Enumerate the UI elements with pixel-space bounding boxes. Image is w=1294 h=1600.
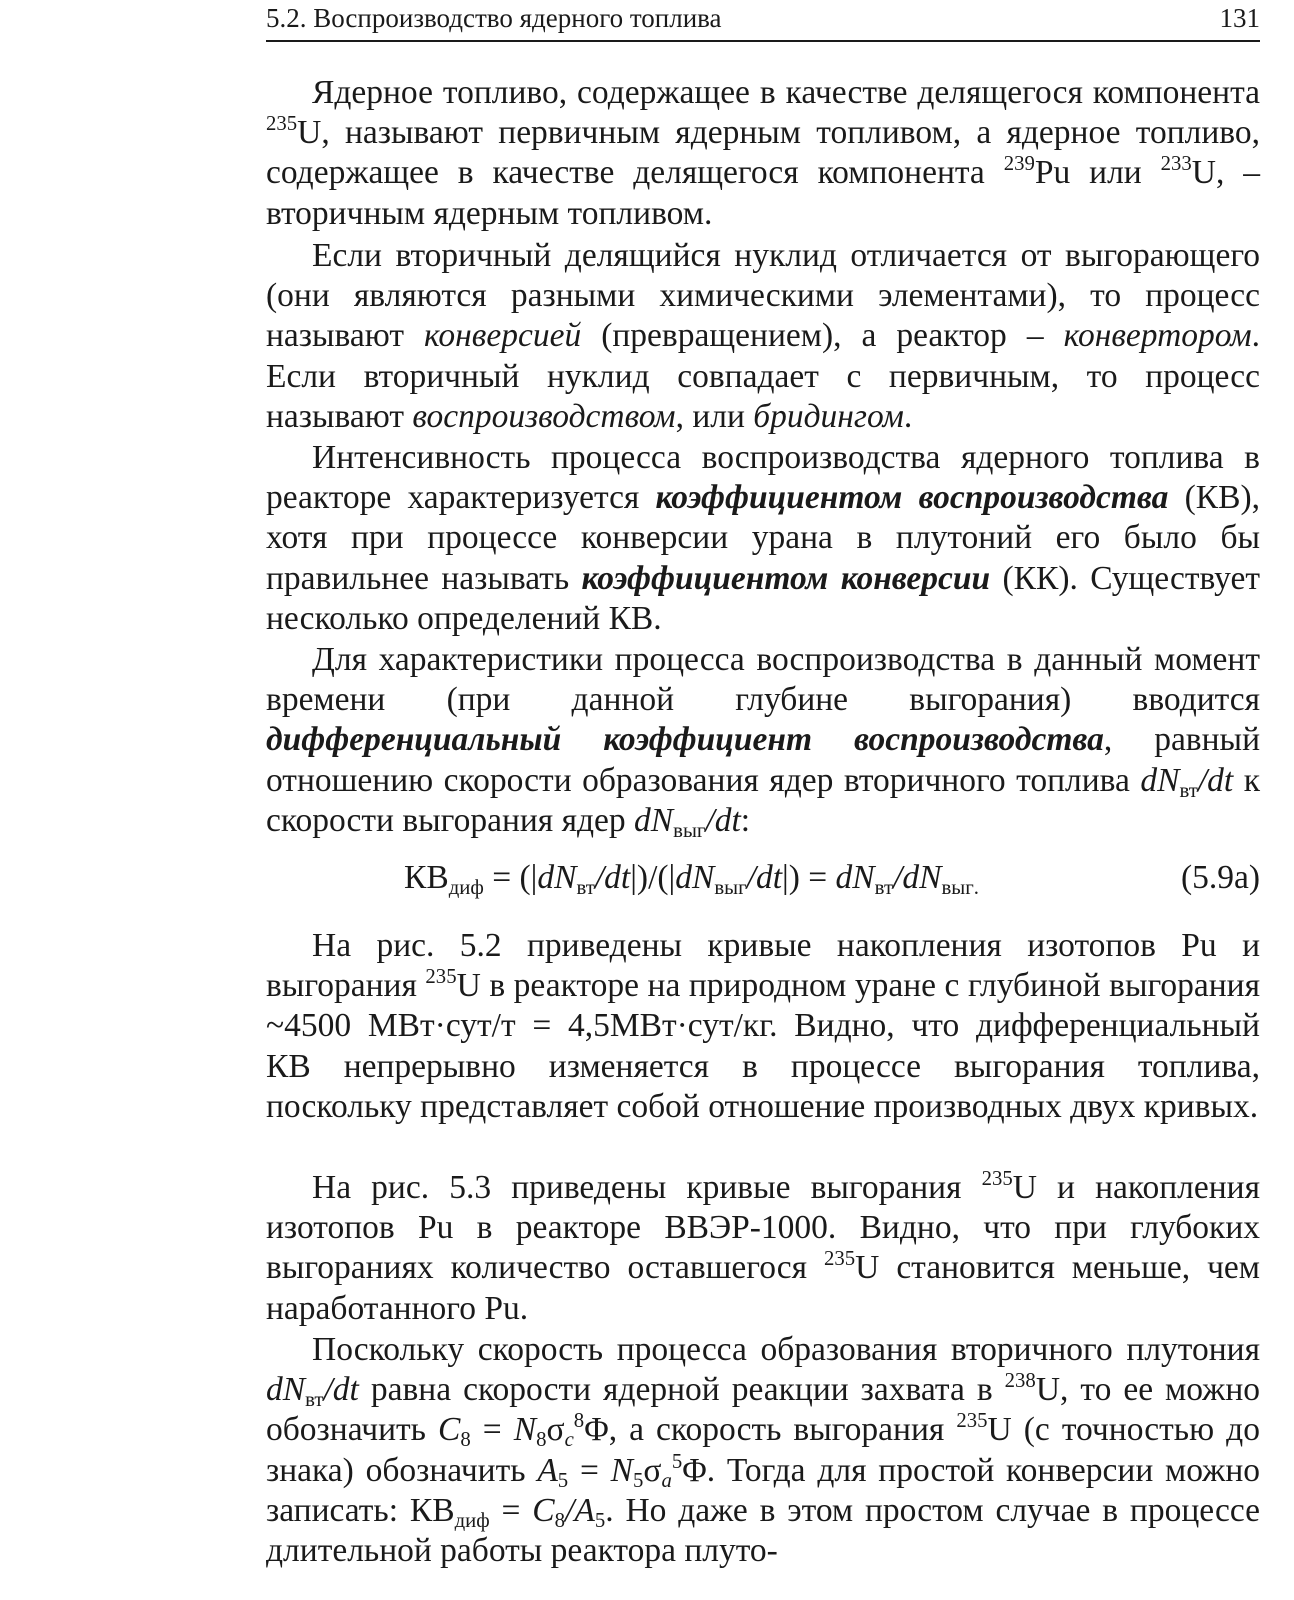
math-subscript: вт (874, 875, 894, 899)
math: C (438, 1411, 461, 1449)
math: = (568, 1451, 611, 1489)
math: |)/(| (630, 859, 676, 896)
isotope-mass: 235 (981, 1167, 1013, 1191)
text: U и накопления изотопов Pu в реакторе ВВЭР-1000. Видно, что при глубоких выгораниях количество оставшегося (266, 1169, 1260, 1287)
text: . (903, 397, 913, 435)
math: C (532, 1491, 555, 1529)
text: U, – вторичным ядерным топливом. (266, 154, 1260, 232)
math: |) = (782, 859, 836, 896)
text: к скорости выгорания ядер (266, 761, 1260, 839)
page-number: 131 (1219, 3, 1260, 33)
math: N (610, 1451, 633, 1489)
math: Φ (584, 1411, 609, 1449)
math-subscript: вт (305, 1388, 324, 1412)
equation-number: (5.9a) (1180, 859, 1260, 896)
text: Для характеристики процесса воспроизводства в данный момент времени (при данной глубине выгорания) вводится (266, 641, 1260, 719)
math: . (973, 875, 979, 899)
isotope-mass: 235 (824, 1247, 856, 1271)
math: dN (634, 801, 674, 839)
math: dN (537, 859, 577, 896)
text: . Если вторичный нуклид совпадает с первичным, то процесс называют (266, 317, 1260, 435)
paragraph-conversion-breeding (266, 236, 1260, 437)
text: На рис. 5.3 приведены кривые выгорания (312, 1169, 982, 1206)
math: / (565, 1491, 575, 1529)
math: dN (266, 1371, 306, 1409)
paragraph-primary-secondary-fuel (266, 73, 1260, 234)
math: dN (675, 859, 715, 896)
math: A (537, 1451, 558, 1489)
text: U в реакторе на природном уране с глубиной выгорания ~4500 МВт·сут/т = 4,5МВт·сут/кг. Видно, что дифференциальный КВ непрерывно изменяется в процессе выгорания топлива, поскольку представляет собой отношение производных двух кривых. (266, 967, 1260, 1125)
math: = (470, 1411, 514, 1449)
math: a (661, 1468, 672, 1492)
math: /dt (1197, 761, 1234, 799)
math: /dt (594, 859, 631, 896)
math-subscript: вт (1179, 778, 1198, 802)
math-subscript: выг (941, 875, 974, 899)
math-subscript: 8 (536, 1428, 547, 1452)
math-subscript (565, 1428, 574, 1451)
math: A (574, 1491, 595, 1529)
math-subscript: выг (673, 818, 706, 842)
isotope-mass: 233 (1160, 152, 1192, 176)
math: N (513, 1411, 537, 1449)
term-emphasis: коэффициентом воспроизводства (655, 479, 1169, 517)
term-emphasis: дифференциальный коэффициент воспроизводства (266, 721, 1104, 759)
text: равна скорости ядерной реакции захвата в (358, 1371, 1005, 1409)
math: c (564, 1428, 574, 1452)
math-subscript: 5 (557, 1468, 569, 1492)
math: /dt (746, 859, 783, 896)
running-header (266, 0, 1260, 42)
text: (КВ), хотя при процессе конверсии урана в плутоний его было бы правильнее называть (266, 479, 1260, 597)
text: . Но даже в этом простом случае в процессе длительной работы реактора плуто- (266, 1491, 1260, 1570)
text: Ядерное топливо, содержащее в качестве делящегося компонента (312, 74, 1260, 111)
paragraph-figure-5-2 (266, 926, 1260, 1127)
math-subscript: диф (454, 1508, 490, 1532)
section-title: 5.2. Воспроизводство ядерного топлива (266, 3, 722, 33)
paragraph-figure-5-3 (266, 1168, 1260, 1329)
text: Интенсивность процесса воспроизводства ядерного топлива в реакторе характеризуется (266, 439, 1260, 517)
text: Pu или (1034, 154, 1161, 192)
math-subscript: 5 (632, 1468, 644, 1492)
math-subscript: выг (714, 875, 747, 899)
equation-expression (404, 858, 979, 898)
math-subscript: 5 (594, 1508, 606, 1532)
text: , или (675, 397, 754, 435)
text: Поскольку скорость процесса образования вторичного плутония (312, 1331, 1260, 1368)
text: , а скорость выгорания (608, 1411, 957, 1449)
math: / (893, 859, 903, 896)
isotope-mass: 235 (266, 112, 298, 136)
text: , равный отношению скорости образования ядер вторичного топлива (266, 721, 1260, 799)
math-superscript: 5 (671, 1449, 683, 1473)
isotope-mass: 235 (425, 965, 457, 989)
term-emphasis: коэффициентом конверсии (581, 559, 991, 597)
math: /dt (323, 1371, 359, 1409)
paragraph-differential-ratio (266, 640, 1260, 841)
isotope-mass: 238 (1004, 1369, 1036, 1393)
math: dN (835, 859, 875, 896)
math-subscript: вт (576, 875, 595, 899)
isotope-mass: 239 (1003, 152, 1035, 176)
paragraph-breeding-ratio (266, 438, 1260, 639)
term-emphasis: конверсией (424, 317, 582, 355)
text: U, называют первичным ядерным топливом, а ядерное топливо, содержащее в качестве делящегося компонента (266, 114, 1260, 192)
text: Если вторичный делящийся нуклид отличается от выгорающего (они являются разными химическими элементами), то процесс называют (266, 237, 1260, 355)
term-emphasis: воспроизводством (412, 397, 676, 435)
isotope-mass: 235 (956, 1409, 988, 1433)
text: : (740, 801, 751, 839)
math: Φ (682, 1451, 707, 1489)
math: dN (902, 859, 942, 896)
term-emphasis: бридингом (753, 397, 904, 435)
math-subscript: 8 (460, 1428, 471, 1452)
text: U, то ее можно обозначить (266, 1371, 1261, 1449)
text: U становится меньше, чем наработанного Pu. (266, 1249, 1260, 1327)
paragraph-plutonium-rate (266, 1330, 1260, 1571)
math-subscript (661, 1468, 671, 1491)
math: /dt (705, 801, 741, 839)
text: (КК). Существует несколько определений КВ. (266, 559, 1260, 637)
math-subscript: диф (448, 875, 484, 899)
math: = (489, 1491, 533, 1529)
math: = (| (483, 859, 538, 896)
text: . Тогда для простой конверсии можно записать: КВ (266, 1451, 1260, 1529)
text: (превращением), а реактор – (581, 317, 1064, 355)
math: σ (546, 1411, 565, 1449)
equation-5-9a (266, 858, 1260, 902)
math-superscript: 8 (573, 1409, 585, 1433)
term-emphasis: конвертором (1063, 317, 1252, 355)
text: U (с точностью до знака) обозначить (266, 1411, 1260, 1489)
math: КВ (404, 859, 449, 896)
text: На рис. 5.2 приведены кривые накопления изотопов Pu и выгорания (266, 927, 1260, 1005)
math-subscript: 8 (554, 1508, 566, 1532)
math: σ (643, 1451, 662, 1489)
math: dN (1140, 761, 1180, 799)
